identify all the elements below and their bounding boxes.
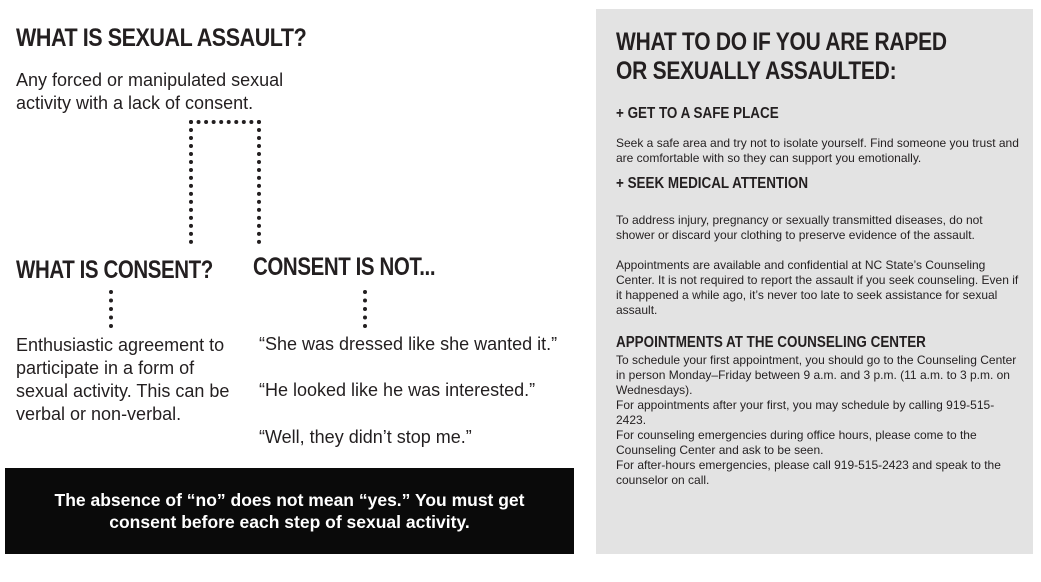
consent-not-quote: “She was dressed like she wanted it.” bbox=[259, 334, 558, 354]
appointments-line: For counseling emergencies during office hours, please come to the Counseling Center and ask to be seen. bbox=[616, 428, 977, 457]
connector-dots-left bbox=[189, 120, 193, 244]
appointments-line: To schedule your first appointment, you should go to the Counseling Center in person Monday–Friday between 9 a.m. and 3 p.m. (11 a.m. to 3 p.m. on Wednesdays). bbox=[616, 353, 1017, 397]
connector-dots-right bbox=[257, 120, 261, 244]
medical-attention-heading: + SEEK MEDICAL ATTENTION bbox=[616, 175, 809, 192]
safe-place-text: Seek a safe area and try not to isolate yourself. Find someone you trust and are comfortable with so they can support you emotionally. bbox=[616, 136, 1019, 165]
safe-place-heading: + GET TO A SAFE PLACE bbox=[616, 105, 779, 122]
counseling-confidential-text: Appointments are available and confidential at NC State’s Counseling Center. It is not required to report the assault if you seek counseling. Even if it happened a while ago, it’s never too late to seek assistance for sexual assault. bbox=[616, 258, 1019, 317]
appointments-line: For appointments after your first, you may schedule by calling 919-515-2423. bbox=[616, 398, 995, 427]
appointments-heading: APPOINTMENTS AT THE COUNSELING CENTER bbox=[616, 334, 926, 351]
appointments-line: For after-hours emergencies, please call 919-515-2423 and speak to the counselor on call. bbox=[616, 458, 1001, 487]
sexual-assault-heading: WHAT IS SEXUAL ASSAULT? bbox=[16, 24, 307, 52]
consent-definition: Enthusiastic agreement to participate in a form of sexual activity. This can be verbal or non-verbal. bbox=[16, 335, 230, 424]
consent-not-quote: “Well, they didn’t stop me.” bbox=[259, 427, 472, 447]
connector-dots-top bbox=[189, 120, 261, 124]
banner-text: The absence of “no” does not mean “yes.” You must get consent before each step of sexual activity. bbox=[54, 490, 525, 532]
absence-of-no-banner bbox=[5, 468, 574, 554]
consent-heading: WHAT IS CONSENT? bbox=[16, 256, 213, 284]
consent-not-quote: “He looked like he was interested.” bbox=[259, 380, 536, 400]
consent-is-not-heading: CONSENT IS NOT... bbox=[253, 253, 436, 281]
medical-attention-text: To address injury, pregnancy or sexually transmitted diseases, do not shower or discard your clothing to preserve evidence of the assault. bbox=[616, 213, 983, 242]
panel-title bbox=[616, 28, 947, 86]
sexual-assault-definition: Any forced or manipulated sexual activity with a lack of consent. bbox=[16, 70, 284, 113]
panel-title-line-2: OR SEXUALLY ASSAULTED: bbox=[616, 57, 897, 85]
connector-dots-consent bbox=[109, 290, 113, 328]
panel-title-line-1: WHAT TO DO IF YOU ARE RAPED bbox=[616, 28, 947, 56]
appointments-text bbox=[616, 353, 1020, 488]
connector-dots-consent-not bbox=[363, 290, 367, 328]
